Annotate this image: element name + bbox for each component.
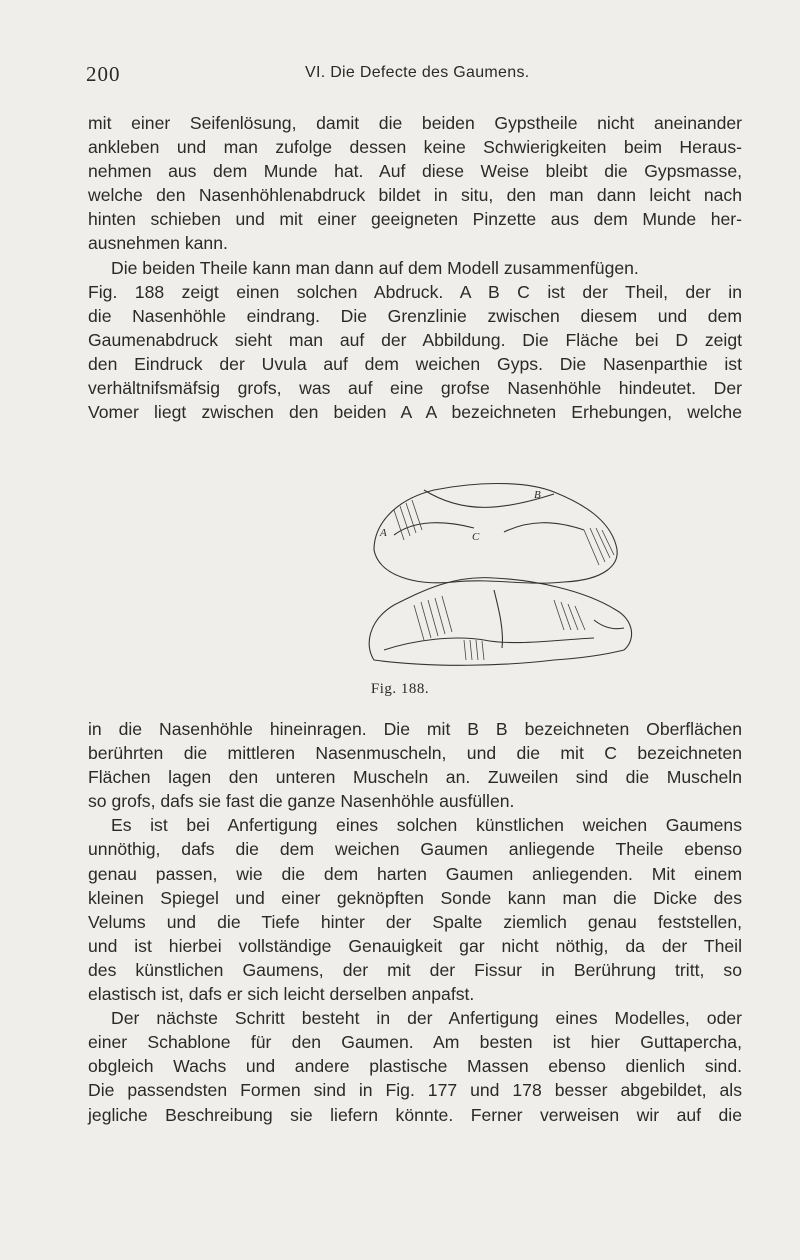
- text-line: so grofs, dafs sie fast die ganze Nasenhöhle ausfüllen.: [88, 791, 515, 812]
- text-line: die Nasenhöhle eindrang. Die Grenzlinie zwischen diesem und dem: [88, 305, 742, 326]
- text-line: Gaumenabdruck sieht man auf der Abbildung. Die Fläche bei D zeigt: [88, 329, 742, 350]
- text-line: welche den Nasenhöhlenabdruck bildet in situ, den man dann leicht nach: [88, 185, 742, 206]
- text-line: Velums und die Tiefe hinter der Spalte ziemlich genau feststellen,: [88, 911, 742, 932]
- figure-label-c: C: [472, 531, 480, 543]
- text-line: Die beiden Theile kann man dann auf dem Modell zusammenfügen.: [111, 257, 639, 278]
- text-line: des künstlichen Gaumens, der mit der Fissur in Berührung tritt, so: [88, 959, 742, 980]
- page-header: [0, 62, 800, 92]
- body-text-top: [88, 111, 742, 424]
- palate-impression-drawing: [354, 470, 654, 680]
- text-line: obgleich Wachs und andere plastische Massen ebenso dienlich sind.: [88, 1056, 742, 1077]
- text-line: ausnehmen kann.: [88, 233, 228, 254]
- text-line: mit einer Seifenlösung, damit die beiden Gypstheile nicht aneinander: [88, 113, 742, 133]
- page-number: 200: [86, 62, 121, 86]
- text-line: Die passendsten Formen sind in Fig. 177 und 178 besser abgebildet, als: [88, 1080, 742, 1101]
- text-line: Der nächste Schritt besteht in der Anfertigung eines Modelles, oder: [111, 1008, 742, 1029]
- text-line: kleinen Spiegel und einer geknöpften Sonde kann man die Dicke des: [88, 887, 742, 908]
- text-line: genau passen, wie die dem harten Gaumen anliegenden. Mit einem: [88, 863, 742, 884]
- text-line: jegliche Beschreibung sie liefern könnte. Ferner verweisen wir auf die: [88, 1104, 742, 1125]
- figure-188-illustration: [354, 470, 654, 680]
- text-line: hinten schieben und mit einer geeigneten Pinzette aus dem Munde her-: [88, 209, 742, 230]
- figure-caption: Fig. 188.: [370, 681, 430, 697]
- text-line: nehmen aus dem Munde hat. Auf diese Weise bleibt die Gypsmasse,: [88, 161, 742, 182]
- text-line: den Eindruck der Uvula auf dem weichen Gyps. Die Nasenparthie ist: [88, 353, 742, 374]
- figure-label-a: A: [380, 527, 387, 539]
- text-line: und ist hierbei vollständige Genauigkeit gar nicht nöthig, da der Theil: [88, 935, 742, 956]
- text-line: verhältnifsmäfsig grofs, was auf eine grofse Nasenhöhle hindeutet. Der: [88, 378, 742, 399]
- text-line: elastisch ist, dafs er sich leicht derselben anpafst.: [88, 984, 475, 1005]
- text-line: berührten die mittleren Nasenmuscheln, und die mit C bezeichneten: [88, 743, 742, 764]
- body-text-bottom: [88, 717, 742, 1127]
- text-line: Es ist bei Anfertigung eines solchen künstlichen weichen Gaumens: [111, 815, 742, 836]
- text-line: Flächen lagen den unteren Muscheln an. Zuweilen sind die Muscheln: [88, 767, 742, 788]
- text-line: in die Nasenhöhle hineinragen. Die mit B B bezeichneten Oberflächen: [88, 719, 742, 739]
- text-line: unnöthig, dafs die dem weichen Gaumen anliegende Theile ebenso: [88, 839, 742, 860]
- text-line: Vomer liegt zwischen den beiden A A bezeichneten Erhebungen, welche: [88, 402, 742, 423]
- text-line: einer Schablone für den Gaumen. Am besten ist hier Guttapercha,: [88, 1032, 742, 1053]
- text-line: ankleben und man zufolge dessen keine Schwierigkeiten beim Heraus-: [88, 137, 742, 158]
- text-line: Fig. 188 zeigt einen solchen Abdruck. A B C ist der Theil, der in: [88, 281, 742, 302]
- running-head: VI. Die Defecte des Gaumens.: [305, 64, 530, 81]
- figure-label-b: B: [534, 489, 541, 501]
